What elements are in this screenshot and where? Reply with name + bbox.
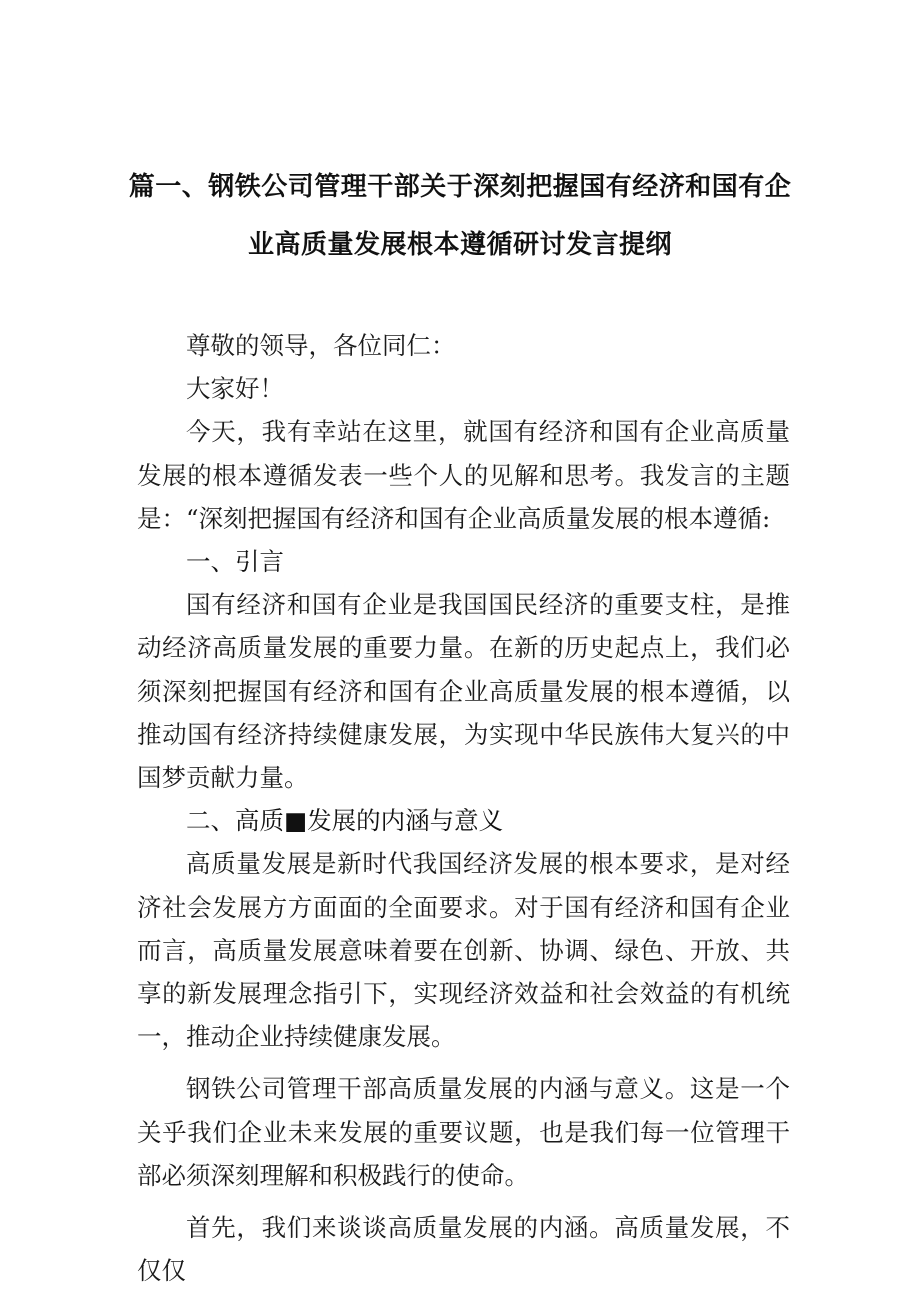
hello-line: 大家好！ [186,374,284,404]
meaning-paragraph-3: 首先，我们来谈谈高质量发展的内涵。高质量发展，不仅仅 [137,1213,790,1286]
introduction-paragraph: 国有经济和国有企业是我国国民经济的重要支柱，是推动经济高质量发展的重要力量。在新的历史起点上，我们必须深刻把握国有经济和国有企业高质量发展的根本遵循，以推动国有经济持续健康发展，为实现中华民族伟大复兴的中国梦贡献力量。 [137,590,790,793]
document-title-line-2: 业高质量发展根本遵循研讨发言提纲 [247,230,672,260]
document-title-line-1: 篇一、钢铁公司管理干部关于深刻把握国有经济和国有企 [128,172,792,202]
greeting: 尊敬的领导，各位同仁： [186,331,456,360]
section-heading-introduction: 一、引言 [186,547,284,577]
document-body [137,324,790,1292]
section-heading-meaning: 二、高质■发展的内涵与意义 [186,806,504,836]
meaning-paragraph-1: 高质量发展是新时代我国经济发展的根本要求，是对经济社会发展方方面面的全面要求。对于国有经济和国有企业而言，高质量发展意味着要在创新、协调、绿色、开放、共享的新发展理念指引下，实现经济效益和社会效益的有机统一，推动企业持续健康发展。 [137,849,790,1052]
intro-paragraph: 今天，我有幸站在这里，就国有经济和国有企业高质量发展的根本遵循发表一些个人的见解和思考。我发言的主题是：“深刻把握国有经济和国有企业高质量发展的根本遵循: [137,417,790,533]
meaning-paragraph-2: 钢铁公司管理干部高质量发展的内涵与意义。这是一个关乎我们企业未来发展的重要议题，也是我们每一位管理干部必须深刻理解和积极践行的使命。 [137,1074,790,1190]
